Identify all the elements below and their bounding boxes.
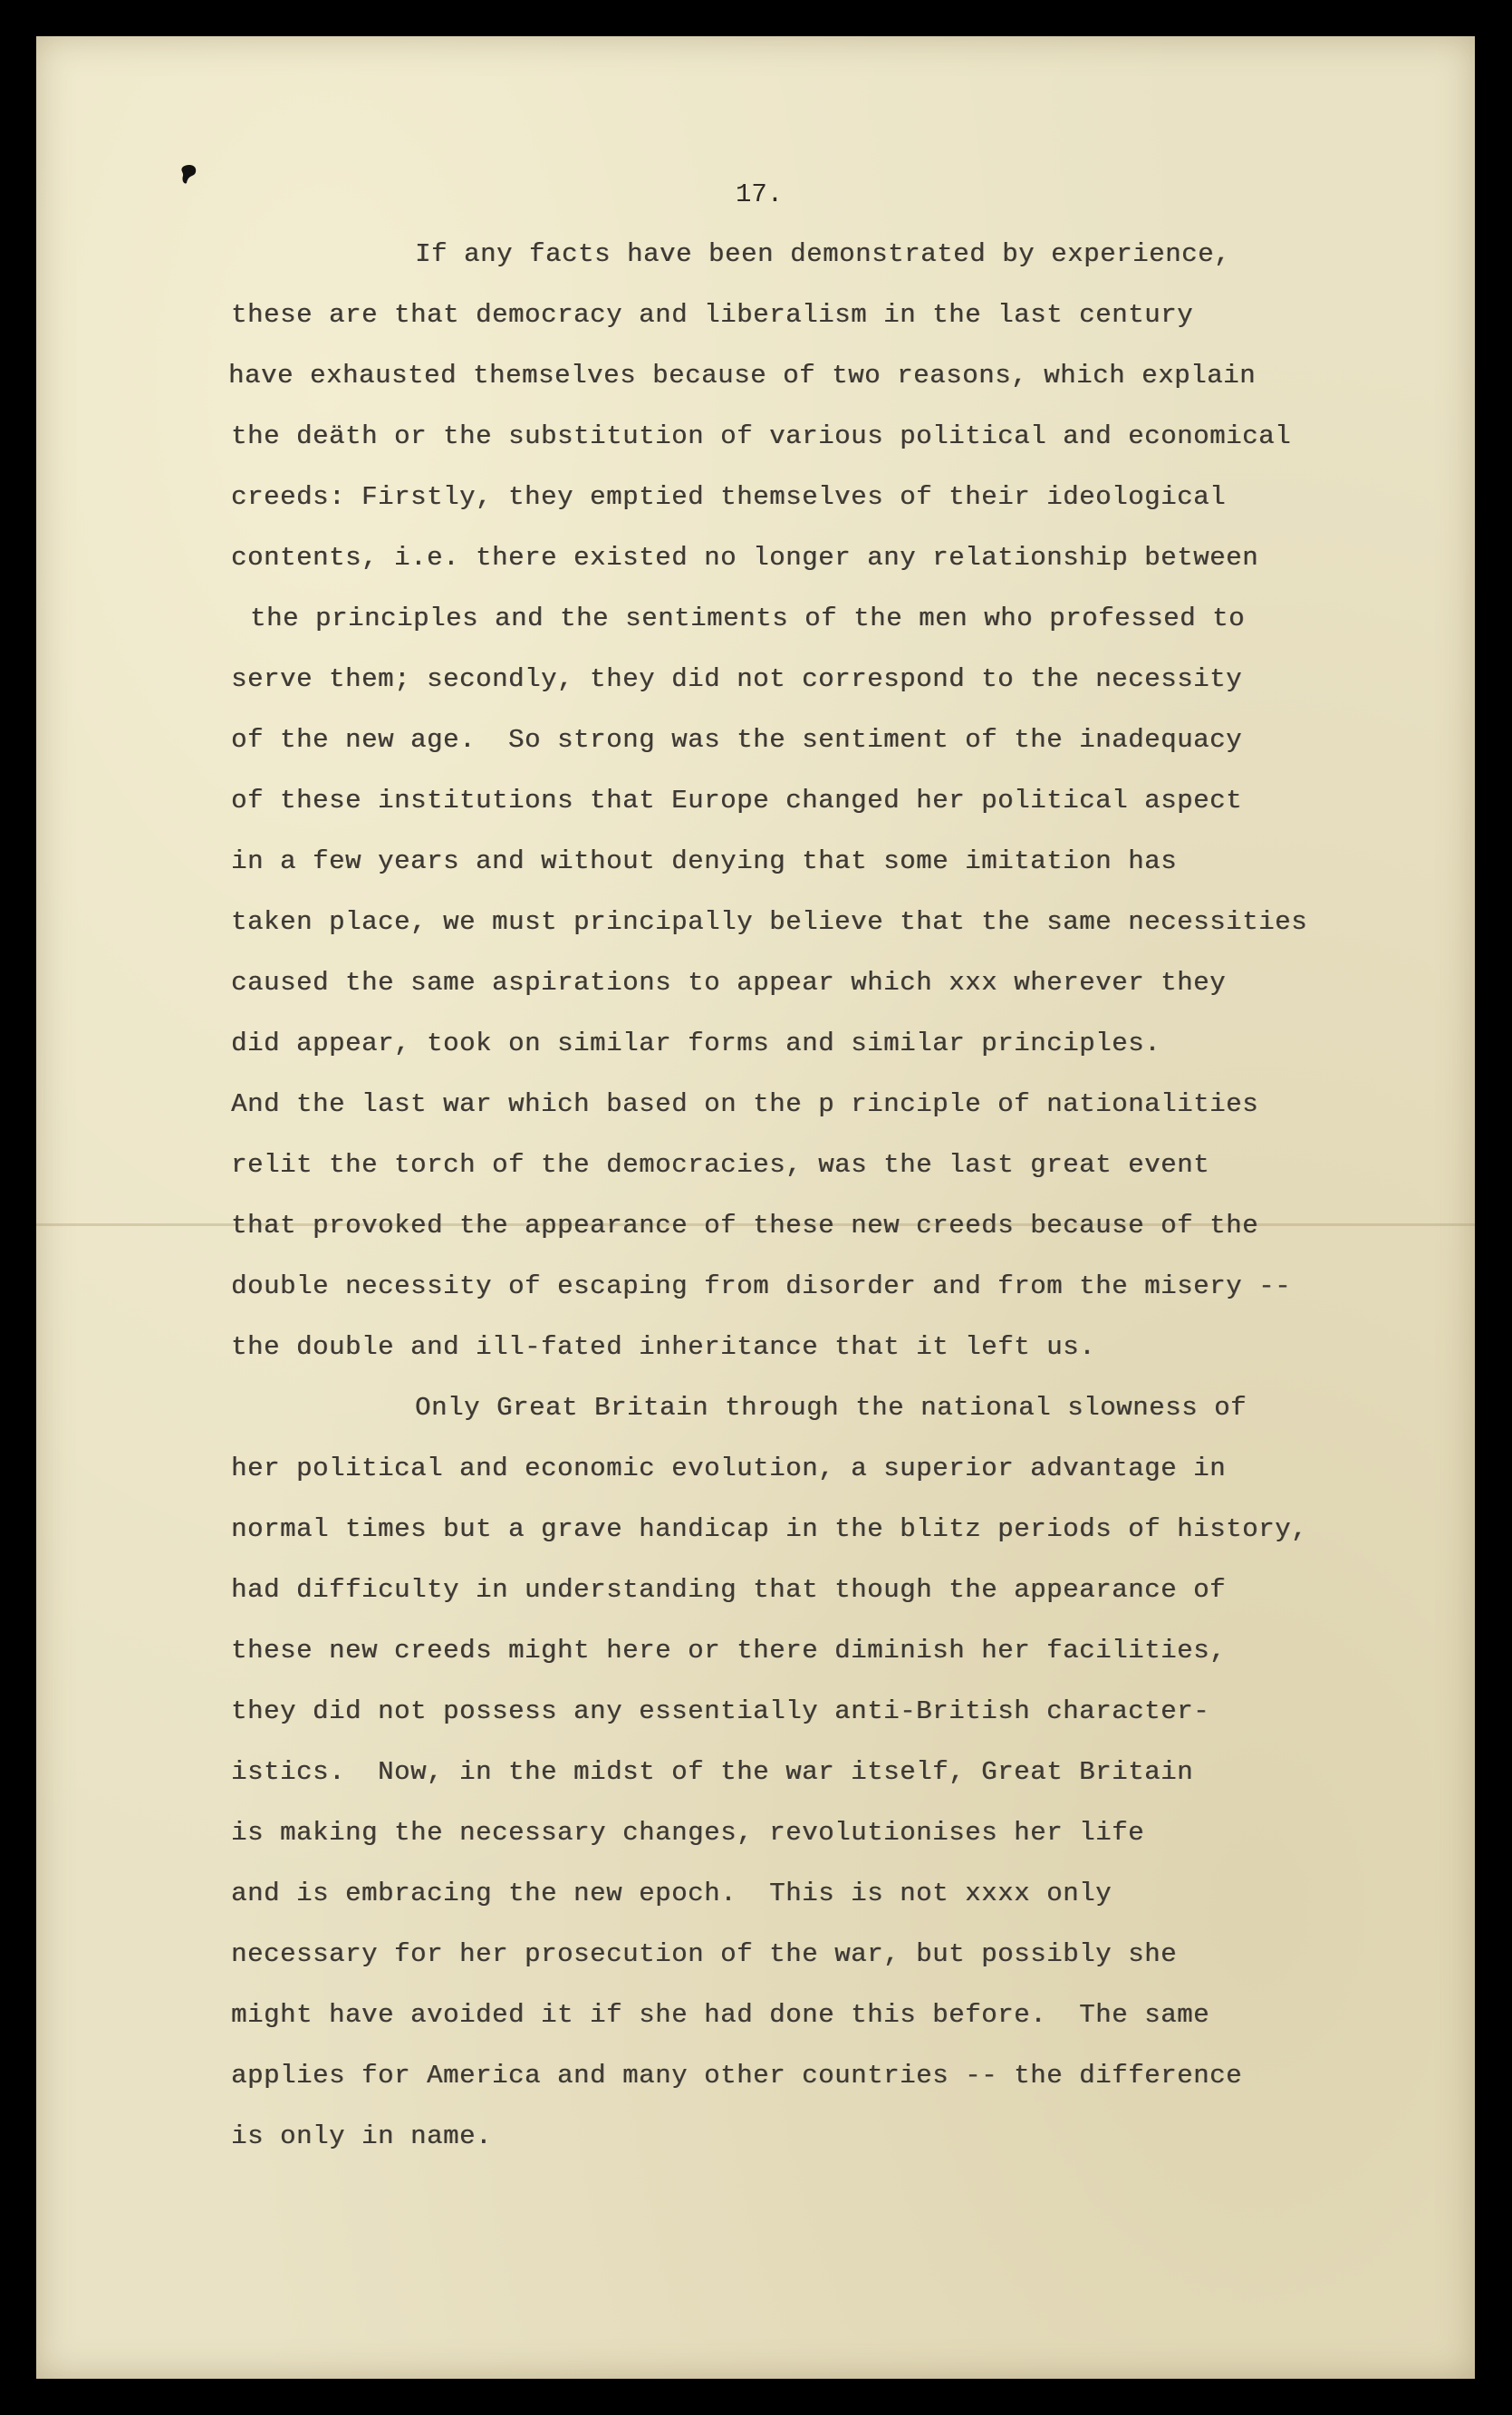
- paragraph-1-line-6: contents, i.e. there existed no longer any relationship between: [231, 543, 1259, 573]
- page-number: 17.: [736, 179, 784, 209]
- paragraph-2-line-5: these new creeds might here or there diminish her facilities,: [231, 1636, 1227, 1666]
- paragraph-1-line-16: relit the torch of the democracies, was the last great event: [231, 1150, 1210, 1180]
- paragraph-1-line-19: the double and ill-fated inheritance that it left us.: [231, 1332, 1096, 1362]
- paragraph-1-line-7: the principles and the sentiments of the men who professed to: [234, 604, 1246, 633]
- paragraph-1-line-8: serve them; secondly, they did not correspond to the necessity: [231, 664, 1243, 694]
- paragraph-1-line-1: If any facts have been demonstrated by experience,: [415, 239, 1231, 269]
- paragraph-2-line-8: is making the necessary changes, revolutionises her life: [231, 1818, 1145, 1848]
- typewritten-page: [36, 36, 1475, 2379]
- paragraph-2-line-6: they did not possess any essentially anti-British character-: [231, 1696, 1210, 1726]
- paragraph-2-line-1: Only Great Britain through the national slowness of: [415, 1393, 1247, 1423]
- paragraph-1-line-14: did appear, took on similar forms and similar principles.: [231, 1029, 1161, 1058]
- paragraph-1-line-12: taken place, we must principally believe that the same necessities: [231, 907, 1308, 937]
- paragraph-1-line-10: of these institutions that Europe changed her political aspect: [231, 786, 1243, 816]
- paragraph-1-line-3: have exhausted themselves because of two reasons, which explain: [228, 361, 1257, 391]
- paragraph-1-line-2: these are that democracy and liberalism in the last century: [231, 300, 1194, 330]
- paragraph-2-line-13: is only in name.: [231, 2121, 493, 2151]
- paragraph-2-line-3: normal times but a grave handicap in the blitz periods of history,: [231, 1514, 1308, 1544]
- paragraph-2-line-12: applies for America and many other countries -- the difference: [231, 2061, 1243, 2091]
- paragraph-2-line-7: istics. Now, in the midst of the war itself, Great Britain: [231, 1757, 1194, 1787]
- paragraph-1-line-11: in a few years and without denying that some imitation has: [231, 846, 1178, 876]
- ink-blot-mark: [179, 163, 199, 187]
- paragraph-1-line-4: the deäth or the substitution of various political and economical: [231, 421, 1292, 451]
- paragraph-1-line-17: that provoked the appearance of these new creeds because of the: [231, 1211, 1259, 1241]
- paragraph-2-line-4: had difficulty in understanding that though the appearance of: [231, 1575, 1227, 1605]
- paragraph-1-line-18: double necessity of escaping from disorder and from the misery --: [231, 1271, 1292, 1301]
- paragraph-1-line-15: And the last war which based on the p rinciple of nationalities: [231, 1089, 1259, 1119]
- paragraph-1-line-9: of the new age. So strong was the sentiment of the inadequacy: [231, 725, 1243, 755]
- paragraph-2-line-10: necessary for her prosecution of the war, but possibly she: [231, 1939, 1178, 1969]
- paragraph-1-line-5: creeds: Firstly, they emptied themselves of their ideological: [231, 482, 1227, 512]
- paragraph-2-line-2: her political and economic evolution, a superior advantage in: [231, 1454, 1227, 1483]
- paragraph-2-line-11: might have avoided it if she had done this before. The same: [231, 2000, 1210, 2030]
- paragraph-1-line-13: caused the same aspirations to appear which xxx wherever they: [231, 968, 1227, 998]
- paragraph-2-line-9: and is embracing the new epoch. This is not xxxx only: [231, 1879, 1112, 1908]
